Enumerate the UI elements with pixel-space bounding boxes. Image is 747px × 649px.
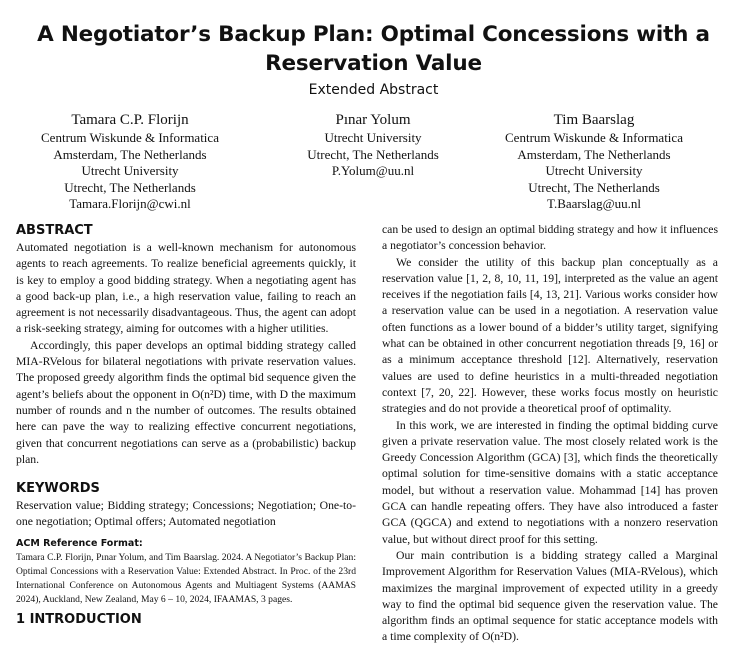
- author-block: [484, 110, 704, 213]
- author-location: Utrecht, The Netherlands: [64, 179, 196, 195]
- right-column: [382, 222, 718, 646]
- author-affiliation: Centrum Wiskunde & Informatica: [505, 130, 683, 145]
- author-block: [258, 110, 488, 180]
- body-paragraph: In this work, we are interested in finding the optimal bidding curve given a private reservation value. The most closely related work is the Greedy Concession Algorithm (GCA) [3], which finds the theoretically optimal solution for time-sensitive domains with a static acceptance model, but without a reservation value. Mohammad [14] has proven GCA can handle repeating offers. They have also introduced a faster GCA (QGCA) and extend to negotiations with a nonzero reservation value, but without direct proof for this setting.: [382, 418, 718, 546]
- abstract-heading: ABSTRACT: [16, 223, 93, 238]
- author-email: P.Yolum@uu.nl: [331, 163, 415, 179]
- author-name: Pınar Yolum: [335, 112, 411, 128]
- body-paragraph: We consider the utility of this backup plan conceptually as a reservation value [1, 2, 8, 10, 11, 19], interpreted as the value an agent receives if the negotiation fails [4, 13, 21]. Various works consider how a reservation value can be used in a negotiation. A reservation value often functions as a lower bound of a bidder’s utility target, signifying what can be obtained in other concurrent negotiation threads [9, 16] or as a minimum acceptance threshold [12]. Alternatively, reservation values are used to define heuristics in a multi-threaded negotiation context [7, 20, 22]. However, these works focus mostly on heuristic strategies and do not provide a theoretical proof of optimality.: [382, 255, 718, 416]
- abstract-paragraph: Automated negotiation is a well-known mechanism for autonomous agents to reach agreements. To realize beneficial agreements quickly, it is key to employ a good bidding strategy. When a negotiating agent has a good back-up plan, i.e., a high reservation value, failing to reach an agreement is not necessarily disadvantageous. Thus, the agent can adopt a risk-seeking strategy, aiming for outcomes with a higher utilities.: [16, 241, 356, 336]
- author-email: T.Baarslag@uu.nl: [546, 196, 642, 212]
- author-location: Utrecht, The Netherlands: [307, 146, 439, 162]
- author-affiliation: Utrecht University: [324, 130, 422, 145]
- author-location: Utrecht, The Netherlands: [528, 179, 660, 195]
- author-location: Amsterdam, The Netherlands: [517, 146, 671, 162]
- author-affiliation: Utrecht University: [81, 163, 179, 179]
- paper-subtitle: Extended Abstract: [308, 82, 439, 98]
- author-name: Tim Baarslag: [553, 112, 635, 128]
- introduction-heading: 1 INTRODUCTION: [16, 611, 142, 627]
- paper-title: A Negotiator’s Backup Plan: Optimal Concessions with a Reservation Value: [37, 22, 710, 76]
- author-email: Tamara.Florijn@cwi.nl: [69, 196, 191, 212]
- left-column: [16, 222, 356, 629]
- author-affiliation: Utrecht University: [545, 163, 643, 179]
- author-location: Amsterdam, The Netherlands: [53, 146, 207, 162]
- body-paragraph: can be used to design an optimal bidding strategy and how it influences a negotiator’s concession behavior.: [382, 223, 718, 253]
- acm-reference-text: Tamara C.P. Florijn, Pınar Yolum, and Tim Baarslag. 2024. A Negotiator’s Backup Plan: Optimal Concessions with a Reservation Value: Extended Abstract. In Proc. of the 23rd International Conference on Autonomous Agents and Multiagent Systems (AAMAS 2024), Auckland, New Zealand, May 6 – 10, 2024, IFAAMAS, 3 pages.: [16, 551, 356, 605]
- author-block: [20, 110, 240, 213]
- acm-reference-heading: ACM Reference Format:: [16, 537, 143, 549]
- body-paragraph: Our main contribution is a bidding strategy called a Marginal Improvement Algorithm for Reservation Values (MIA-RVelous), which maximizes the marginal improvement of expected utility in a greedy way to find the optimal bid sequence given the reservation value. The algorithm finds an optimal sequence for static acceptance models with a time complexity of O(n²D).: [382, 548, 718, 644]
- keywords-text: Reservation value; Bidding strategy; Concessions; Negotiation; One-to-one negotiation; Optimal offers; Automated negotiation: [16, 499, 356, 529]
- abstract-paragraph: Accordingly, this paper develops an optimal bidding strategy called MIA-RVelous for bilateral negotiations with private reservation values. The proposed greedy algorithm finds the optimal bid sequence given the agent’s beliefs about the opponent in O(n²D) time, with D the maximum number of rounds and n the number of outcomes. The results obtained here can pave the way to realizing effective concurrent negotiations, given that concurrent negotiations can serve as a (probabilistic) backup plan.: [16, 338, 356, 466]
- author-affiliation: Centrum Wiskunde & Informatica: [41, 130, 219, 145]
- keywords-heading: KEYWORDS: [16, 481, 100, 497]
- author-name: Tamara C.P. Florijn: [71, 112, 189, 128]
